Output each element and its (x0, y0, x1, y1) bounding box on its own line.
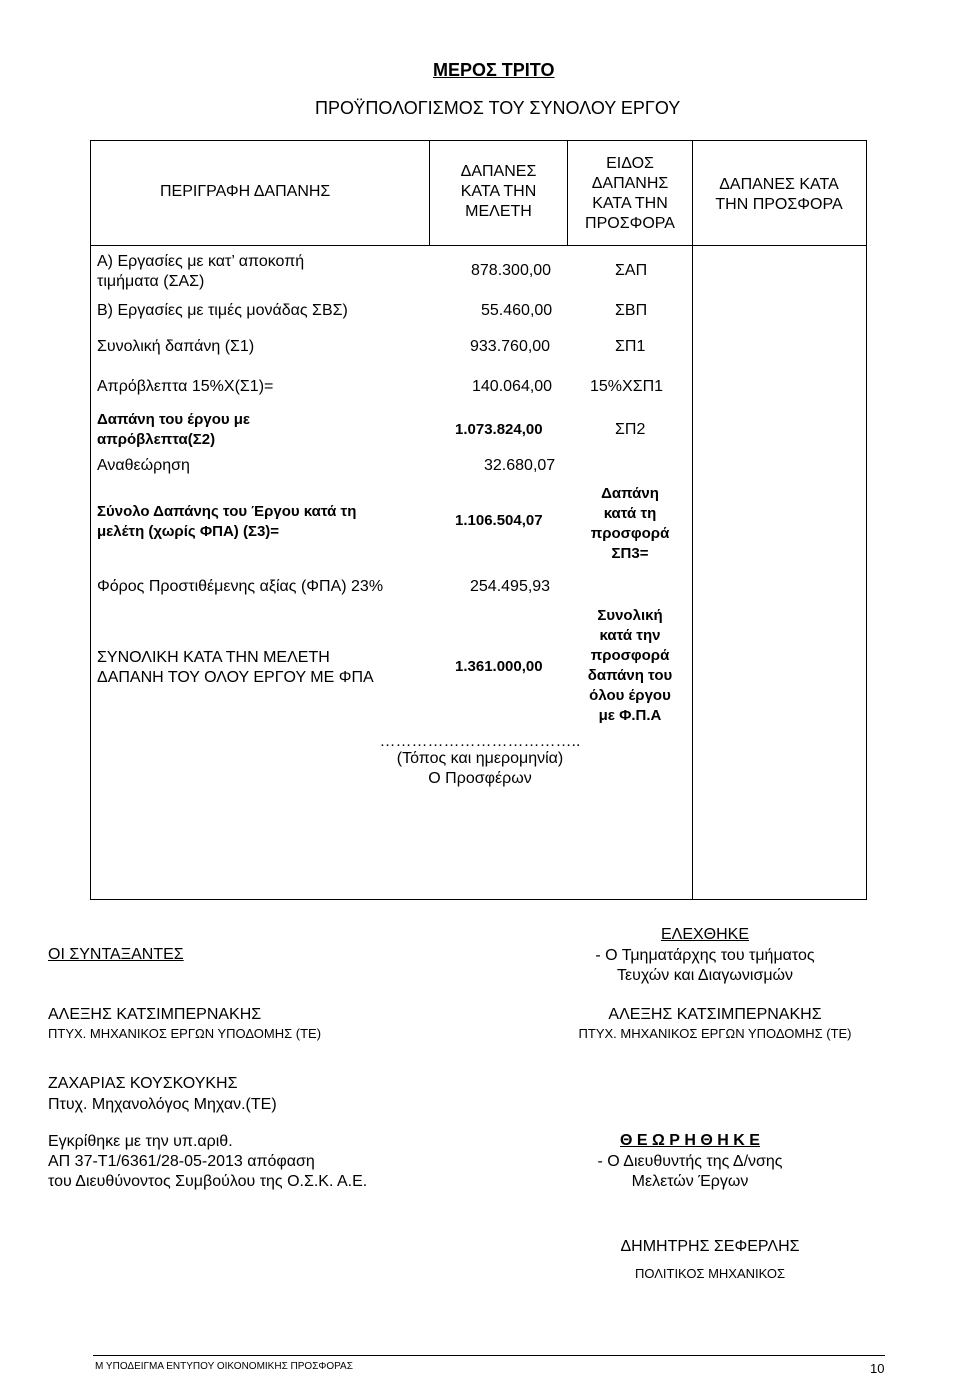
row-b-code: ΣΒΠ (615, 302, 648, 319)
row-b-label: Β) Εργασίες με τιμές μονάδας ΣΒΣ) (97, 302, 348, 319)
header-study-cost: ΔΑΠΑΝΕΣ ΚΑΤΑ ΤΗΝ ΜΕΛΕΤΗ (460, 163, 537, 220)
checked-role: - Ο Τμηματάρχης του τμήματος Τευχών και Διαγωνισμών (595, 947, 815, 984)
approval-note: Εγκρίθηκε με την υπ.αριθ. ΑΠ 37-Τ1/6361/28-05-2013 απόφαση του Διευθύνοντος Συμβούλου της Ο.Σ.Κ. Α.Ε. (48, 1133, 368, 1190)
second-signatory-title: Πτυχ. Μηχανολόγος Μηχαν.(ΤΕ) (48, 1096, 277, 1113)
row-s3-label: Σύνολο Δαπάνης του Έργου κατά τη μελέτη (χωρίς ΦΠΑ) (Σ3)= (97, 503, 357, 540)
row-a-label: Α) Εργασίες με κατ’ αποκοπή τιμήματα (ΣΑΣ) (97, 253, 305, 290)
director-name: ΔΗΜΗΤΡΗΣ ΣΕΦΕΡΛΗΣ (620, 1238, 800, 1255)
row-contingency-amount: 140.064,00 (472, 378, 553, 395)
row-s1-code: ΣΠ1 (615, 338, 646, 355)
viewed-role: - Ο Διευθυντής της Δ/νσης Μελετών Έργων (597, 1153, 783, 1190)
row-contingency-label: Απρόβλεπτα 15%Χ(Σ1)= (97, 378, 274, 395)
row-a-amount: 878.300,00 (471, 262, 552, 279)
header-divider (90, 245, 867, 246)
row-s2-code: ΣΠ2 (615, 421, 646, 438)
row-revision-label: Αναθεώρηση (97, 457, 190, 474)
row-total-code: Συνολική κατά την προσφορά δαπάνη του όλου έργου με Φ.Π.Α (587, 607, 673, 724)
row-s1-amount: 933.760,00 (470, 338, 551, 355)
row-s3-code: Δαπάνη κατά τη προσφορά ΣΠ3= (590, 485, 670, 562)
composers-title: ΟΙ ΣΥΝΤΑΞΑΝΤΕΣ (48, 946, 184, 963)
header-offer-type: ΕΙΔΟΣ ΔΑΠΑΝΗΣ ΚΑΤΑ ΤΗΝ ΠΡΟΣΦΟΡΑ (585, 155, 675, 232)
row-total-label: ΣΥΝΟΛΙΚΗ ΚΑΤΑ ΤΗΝ ΜΕΛΕΤΗ ΔΑΠΑΝΗ ΤΟΥ ΟΛΟΥ ΕΡΓΟΥ ΜΕ ΦΠΑ (97, 649, 374, 686)
row-s2-label: Δαπάνη του έργου με απρόβλεπτα(Σ2) (97, 411, 251, 448)
place-date-label: (Τόπος και ημερομηνία) (396, 750, 564, 767)
row-vat-amount: 254.495,93 (470, 578, 551, 595)
col-divider-3 (692, 140, 693, 900)
second-signatory-name: ΖΑΧΑΡΙΑΣ ΚΟΥΣΚΟΥΚΗΣ (48, 1075, 238, 1092)
left-signatory-title: ΠΤΥΧ. ΜΗΧΑΝΙΚΟΣ ΕΡΓΩΝ ΥΠΟΔΟΜΗΣ (ΤΕ) (48, 1026, 322, 1041)
row-a-code: ΣΑΠ (615, 262, 648, 279)
right-signatory-title: ΠΤΥΧ. ΜΗΧΑΝΙΚΟΣ ΕΡΓΩΝ ΥΠΟΔΟΜΗΣ (ΤΕ) (578, 1026, 852, 1041)
row-contingency-code: 15%ΧΣΠ1 (590, 378, 664, 395)
row-s1-label: Συνολική δαπάνη (Σ1) (97, 338, 255, 355)
viewed-title: Θ Ε Ω Ρ Η Θ Η Κ Ε (620, 1132, 760, 1149)
offerer-label: Ο Προσφέρων (428, 770, 532, 787)
page-number: 10 (870, 1361, 885, 1376)
row-s2-amount: 1.073.824,00 (455, 421, 543, 438)
right-signatory-name: ΑΛΕΞΗΣ ΚΑΤΣΙΜΠΕΡΝΑΚΗΣ (608, 1006, 822, 1023)
row-vat-label: Φόρος Προστιθέμενης αξίας (ΦΠΑ) 23% (97, 578, 384, 595)
director-title: ΠΟΛΙΤΙΚΟΣ ΜΗΧΑΝΙΚΟΣ (634, 1266, 786, 1281)
left-signatory-name: ΑΛΕΞΗΣ ΚΑΤΣΙΜΠΕΡΝΑΚΗΣ (48, 1006, 262, 1023)
row-b-amount: 55.460,00 (481, 302, 553, 319)
footer-rule (93, 1355, 885, 1356)
row-revision-amount: 32.680,07 (484, 457, 556, 474)
row-total-amount: 1.361.000,00 (455, 658, 543, 675)
header-offer-cost: ΔΑΠΑΝΕΣ ΚΑΤΑ ΤΗΝ ΠΡΟΣΦΟΡΑ (715, 176, 843, 213)
budget-title: ΠΡΟΫΠΟΛΟΓΙΣΜΟΣ ΤΟΥ ΣΥΝΟΛΟΥ ΕΡΓΟΥ (315, 98, 681, 118)
dots-line: ……………………………….. (379, 733, 581, 750)
part-title: ΜΕΡΟΣ ΤΡΙΤΟ (433, 60, 555, 80)
footer-doc-name: Μ ΥΠΟΔΕΙΓΜΑ ΕΝΤΥΠΟΥ ΟΙΚΟΝΟΜΙΚΗΣ ΠΡΟΣΦΟΡΑΣ (95, 1361, 353, 1372)
row-s3-amount: 1.106.504,07 (455, 512, 543, 529)
checked-title: ΕΛΕΧΘΗΚΕ (660, 926, 750, 943)
header-description: ΠΕΡΙΓΡΑΦΗ ΔΑΠΑΝΗΣ (160, 183, 331, 200)
